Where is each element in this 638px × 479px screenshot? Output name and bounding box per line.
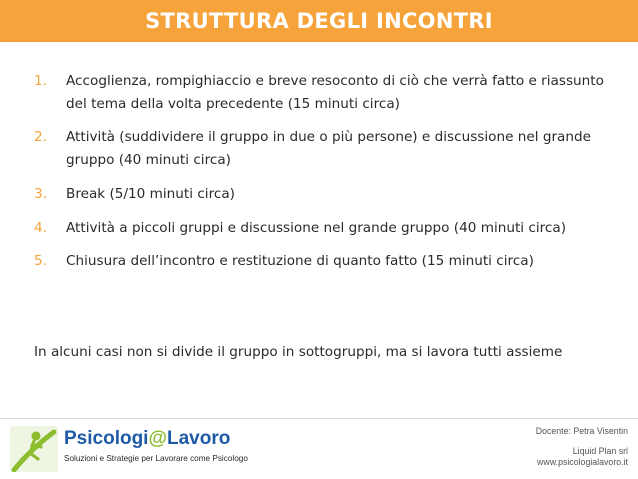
footer-credits (428, 426, 628, 469)
website-link[interactable]: www.psicologialavoro.it (537, 457, 628, 467)
brand-logo (10, 426, 248, 472)
numbered-list (34, 70, 614, 273)
list-item (34, 183, 614, 206)
brand-tagline: Soluzioni e Strategie per Lavorare come Psicologo (64, 454, 248, 463)
list-number: 2. (34, 129, 47, 145)
list-item-text: Break (5/10 minuti circa) (66, 186, 235, 202)
list-item-text: Chiusura dell’incontro e restituzione di quanto fatto (15 minuti circa) (66, 253, 534, 269)
list-item (34, 126, 614, 172)
list-item-text: Attività a piccoli gruppi e discussione nel grande gruppo (40 minuti circa) (66, 220, 567, 236)
brand-name-part1: Psicologi (64, 428, 149, 449)
list-number: 5. (34, 253, 47, 269)
footer-divider (0, 418, 638, 419)
company-name: Liquid Plan srl (572, 445, 628, 456)
list-item (34, 217, 614, 240)
list-number: 1. (34, 73, 47, 89)
runner-logo-icon (10, 426, 58, 472)
list-item (34, 250, 614, 273)
brand-name (64, 428, 230, 450)
list-item-text: Accoglienza, rompighiaccio e breve resoconto di ciò che verrà fatto e riassunto del tema della volta precedente (15 minuti circa) (66, 73, 604, 112)
title-bar (0, 0, 638, 42)
list-item (34, 70, 614, 116)
page-title: STRUTTURA DEGLI INCONTRI (145, 9, 493, 33)
list-number: 3. (34, 186, 47, 202)
brand-name-part2: Lavoro (167, 428, 231, 449)
list-item-text: Attività (suddividere il gruppo in due o più persone) e discussione nel grande gruppo (40 minuti circa) (66, 129, 591, 168)
docente-label: Docente: Petra Visentin (535, 426, 628, 436)
brand-at-symbol: @ (148, 428, 167, 449)
note-paragraph: In alcuni casi non si divide il gruppo in sottogruppi, ma si lavora tutti assieme (34, 344, 563, 360)
list-number: 4. (34, 220, 47, 236)
